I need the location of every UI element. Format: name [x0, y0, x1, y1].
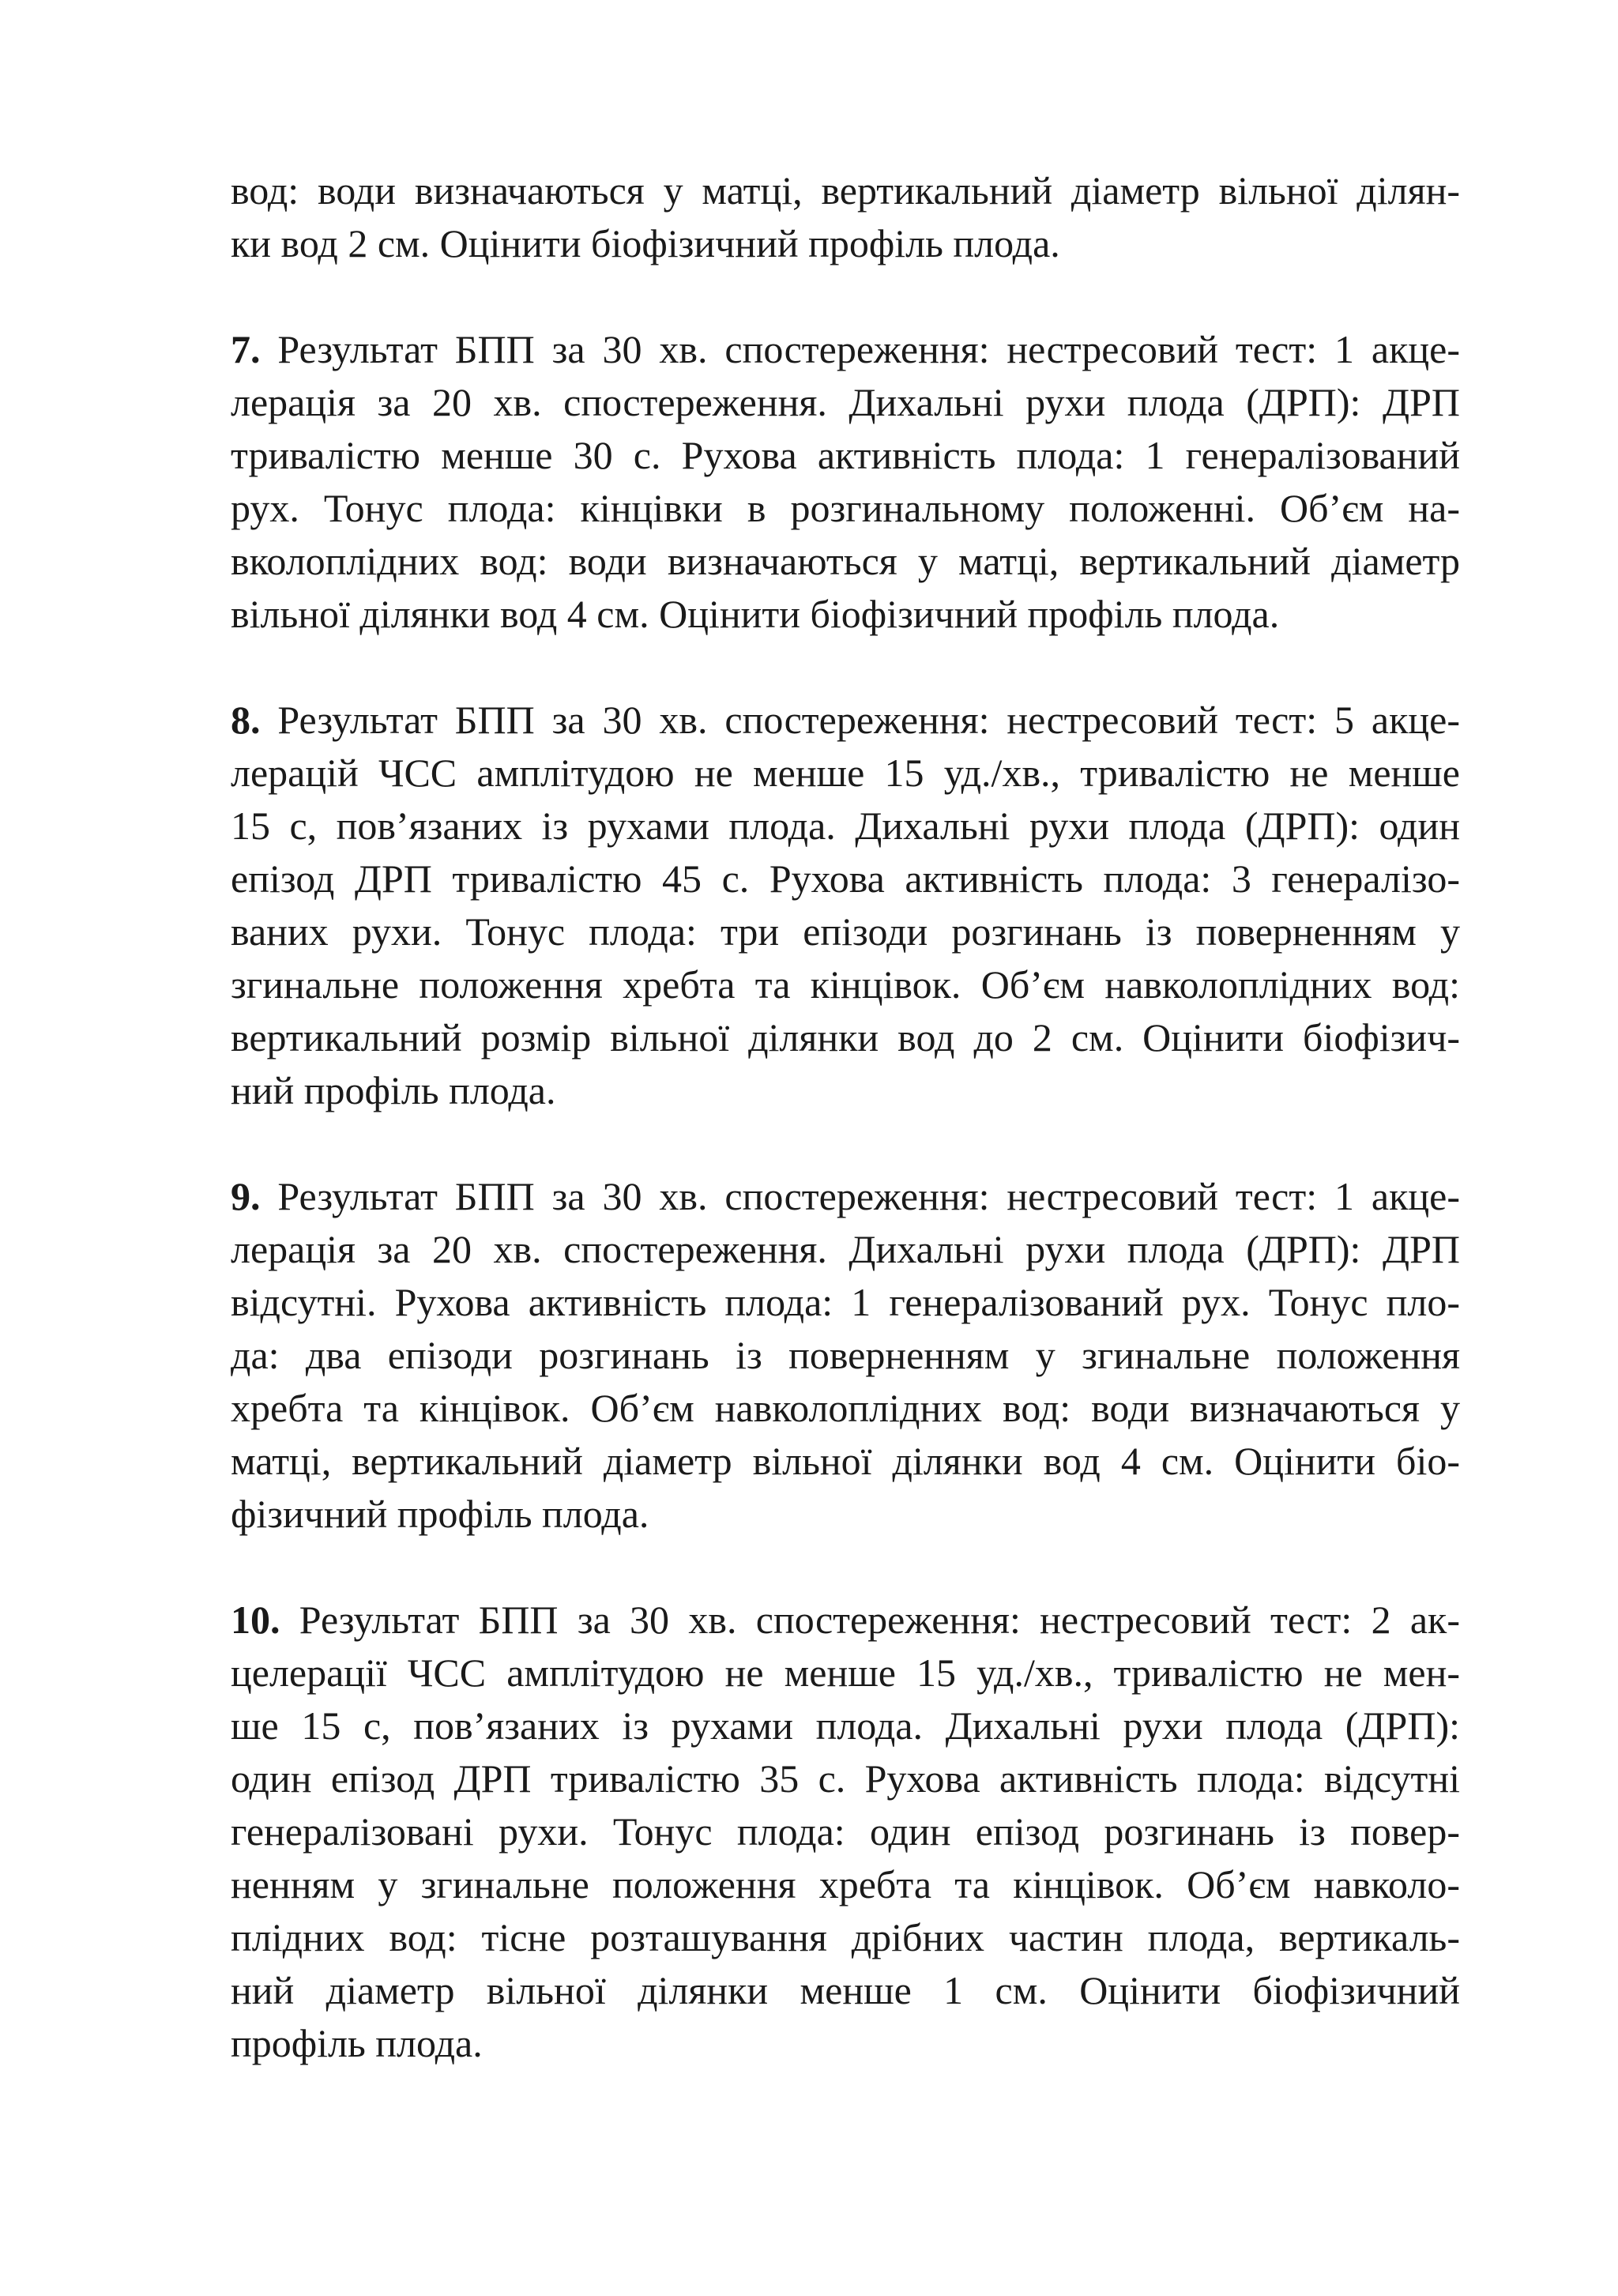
- text-line: епізод ДРП тривалістю 45 с. Рухова активність плода: 3 генералізо-: [231, 856, 1460, 901]
- text-line: ваних рухи. Тонус плода: три епізоди розгинань із поверненням у: [231, 909, 1460, 954]
- task-9: [231, 1170, 1460, 1541]
- text-line: профіль плода.: [231, 2021, 483, 2065]
- text-line: ний діаметр вільної ділянки менше 1 см. Оцінити біофізичний: [231, 1968, 1460, 2012]
- text-line: відсутні. Рухова активність плода: 1 генералізований рух. Тонус пло-: [231, 1280, 1460, 1324]
- text-line: рух. Тонус плода: кінцівки в розгинальному положенні. Об’єм на-: [231, 486, 1460, 530]
- text-line: один епізод ДРП тривалістю 35 с. Рухова активність плода: відсутні: [231, 1756, 1460, 1801]
- text-line: да: два епізоди розгинань із поверненням у згинальне положення: [231, 1333, 1460, 1377]
- task-7: [231, 323, 1460, 641]
- text-line: матці, вертикальний діаметр вільної ділянки вод 4 см. Оцінити біо-: [231, 1439, 1460, 1483]
- text-line: вколоплідних вод: води визначаються у матці, вертикальний діаметр: [231, 539, 1460, 583]
- text-line: ний профіль плода.: [231, 1068, 556, 1112]
- task-number: 8.: [231, 698, 261, 742]
- text-line: лерація за 20 хв. спостереження. Дихальні рухи плода (ДРП): ДРП: [231, 380, 1460, 424]
- task-number: 7.: [231, 327, 261, 371]
- text-fragment: Результат БПП за 30 хв. спостереження: нестресовий тест: 5 акце-: [260, 698, 1460, 742]
- text-line: [231, 694, 1460, 747]
- paragraph-continuation: [231, 164, 1460, 270]
- text-column: [231, 164, 1460, 2123]
- text-line: 15 с, пов’язаних із рухами плода. Дихальні рухи плода (ДРП): один: [231, 804, 1460, 848]
- task-8: [231, 694, 1460, 1117]
- text-line: [231, 1170, 1460, 1223]
- text-line: вод: води визначаються у матці, вертикальний діаметр вільної ділян-: [231, 168, 1460, 213]
- text-line: фізичний профіль плода.: [231, 1492, 649, 1536]
- text-fragment: Результат БПП за 30 хв. спостереження: нестресовий тест: 1 акце-: [260, 1174, 1460, 1218]
- text-line: ки вод 2 см. Оцінити біофізичний профіль плода.: [231, 221, 1060, 265]
- text-line: згинальне положення хребта та кінцівок. Об’єм навколоплідних вод:: [231, 962, 1460, 1007]
- text-line: [231, 1594, 1460, 1647]
- text-line: [231, 323, 1460, 376]
- text-line: лерація за 20 хв. спостереження. Дихальні рухи плода (ДРП): ДРП: [231, 1227, 1460, 1271]
- task-number: 9.: [231, 1174, 261, 1218]
- text-line: вертикальний розмір вільної ділянки вод до 2 см. Оцінити біофізич-: [231, 1015, 1460, 1060]
- text-line: генералізовані рухи. Тонус плода: один епізод розгинань із повер-: [231, 1809, 1460, 1854]
- text-line: тривалістю менше 30 с. Рухова активність плода: 1 генералізований: [231, 433, 1460, 477]
- text-line: плідних вод: тісне розташування дрібних частин плода, вертикаль-: [231, 1915, 1460, 1959]
- text-fragment: Результат БПП за 30 хв. спостереження: нестресовий тест: 2 ак-: [280, 1598, 1460, 1642]
- task-number: 10.: [231, 1598, 280, 1642]
- text-line: вільної ділянки вод 4 см. Оцінити біофізичний профіль плода.: [231, 592, 1280, 636]
- text-line: ше 15 с, пов’язаних із рухами плода. Дихальні рухи плода (ДРП):: [231, 1703, 1460, 1748]
- task-10: [231, 1594, 1460, 2070]
- text-line: целерації ЧСС амплітудою не менше 15 уд./хв., тривалістю не мен-: [231, 1650, 1460, 1695]
- text-line: ненням у згинальне положення хребта та кінцівок. Об’єм навколо-: [231, 1862, 1460, 1906]
- text-fragment: Результат БПП за 30 хв. спостереження: нестресовий тест: 1 акце-: [260, 327, 1460, 371]
- text-line: лерацій ЧСС амплітудою не менше 15 уд./хв., тривалістю не менше: [231, 751, 1460, 795]
- text-line: хребта та кінцівок. Об’єм навколоплідних вод: води визначаються у: [231, 1386, 1460, 1430]
